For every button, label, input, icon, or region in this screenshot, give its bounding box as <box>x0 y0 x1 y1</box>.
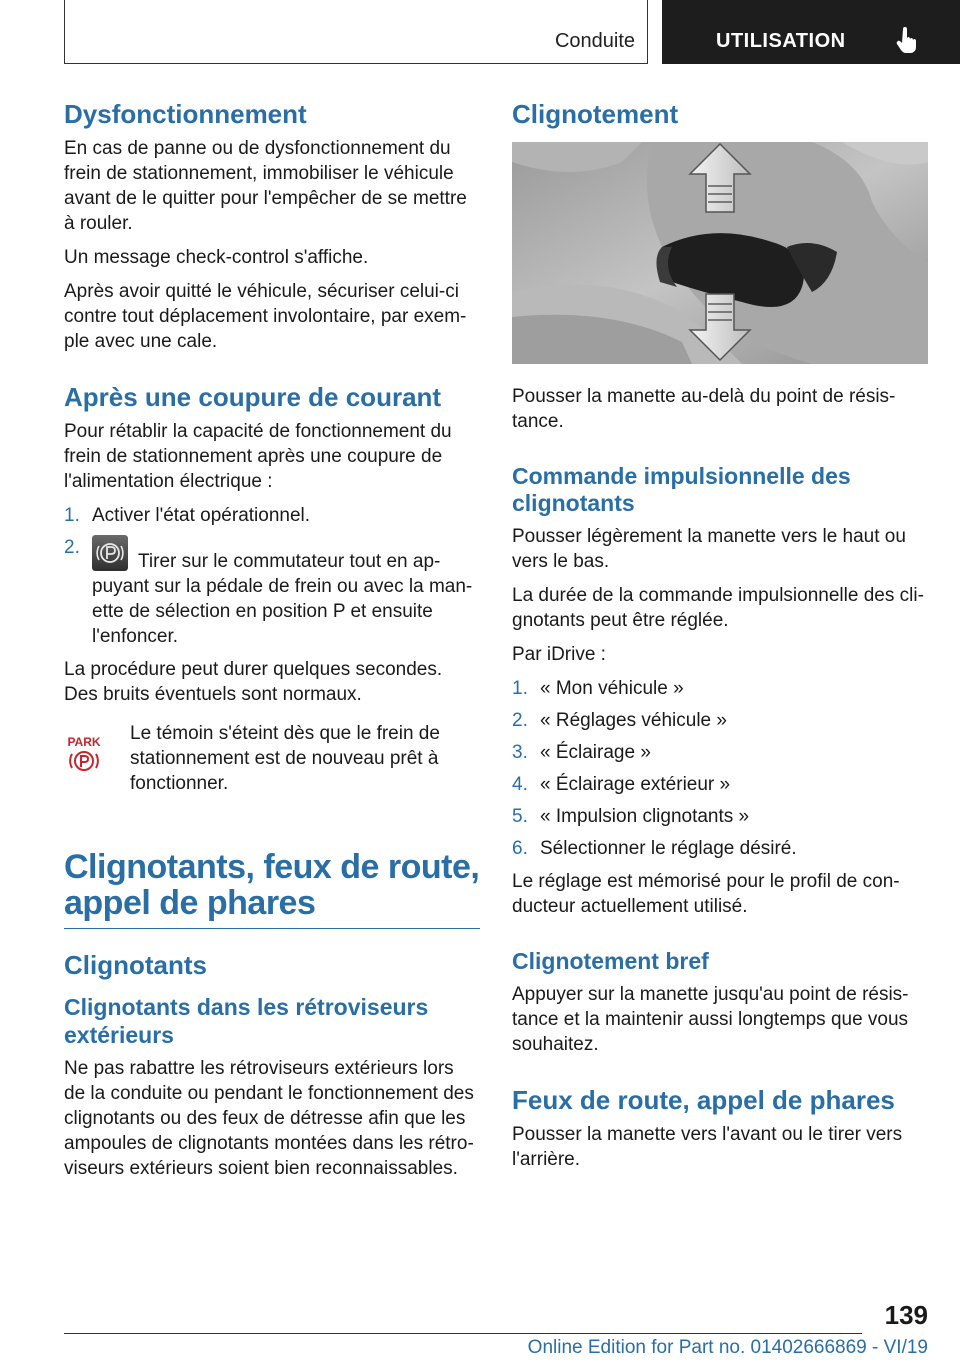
step-text: Activer l'état opérationnel. <box>92 504 311 526</box>
step-number: 1. <box>64 504 80 526</box>
paragraph: Pousser légèrement la manette vers le haut ou vers le bas. <box>512 526 906 573</box>
chapter-heading <box>64 849 480 929</box>
paragraph: Après avoir quitté le véhicule, sécuriser celui-ci contre tout déplacement involontaire, par exem‐ple avec une cale. <box>64 280 467 352</box>
step-text: « Impulsion clignotants » <box>540 806 750 828</box>
step-number: 4. <box>512 774 528 796</box>
section-title-power-cut: Après une coupure de courant <box>64 381 442 412</box>
list-item <box>64 535 480 649</box>
pointing-hand-icon <box>896 26 920 54</box>
subsection-title-bref: Clignotement bref <box>512 948 709 975</box>
step-number: 2. <box>512 710 528 732</box>
park-note-text: Le témoin s'éteint dès que le frein de stationnement est de nouveau prêt à fonctionner. <box>130 722 440 794</box>
section-title-clignotement: Clignotement <box>512 99 679 129</box>
step-text: « Réglages véhicule » <box>540 710 727 732</box>
paragraph: Pousser la manette au-delà du point de résis‐tance. <box>512 385 896 432</box>
park-label: PARK <box>67 734 101 749</box>
step-number: 5. <box>512 806 528 828</box>
step-text: Tirer sur le commutateur tout en ap‐puyant sur la pédale de frein ou avec la man‐ette de sélection en position P et ensuite l'enfoncer. <box>92 550 473 647</box>
park-indicator-note <box>64 721 480 805</box>
list-item <box>512 676 928 701</box>
paragraph: Pousser la manette vers l'avant ou le tirer vers l'arrière. <box>512 1123 903 1170</box>
left-column <box>64 100 480 1190</box>
footer-rule <box>64 1333 862 1334</box>
step-number: 3. <box>512 742 528 764</box>
paragraph: En cas de panne ou de dysfonctionnement du frein de stationnement, immobiliser le véhicule avant de le quitter pour l'empêcher de se mettre à rouler. <box>64 137 467 234</box>
step-text: « Mon véhicule » <box>540 678 684 700</box>
paragraph: La durée de la commande impulsionnelle des cli‐gnotants peut être réglée. <box>512 585 924 632</box>
list-item <box>512 836 928 861</box>
paragraph: Un message check-control s'affiche. <box>64 246 369 268</box>
turn-signal-stalk-image <box>512 142 928 364</box>
step-number: 2. <box>64 536 80 558</box>
park-warning-icon <box>64 721 130 805</box>
paragraph: Ne pas rabattre les rétroviseurs extérieurs lors de la conduite ou pendant le fonctionnement des clignotants ou des feux de détresse afin que les ampoules de clignotants montées dans les rétro‐viseurs extérieurs soient bien reconnaissables. <box>64 1057 474 1179</box>
list-item <box>512 708 928 733</box>
procedure-list <box>64 503 480 649</box>
idrive-steps-list <box>512 676 928 861</box>
paragraph: Pour rétablir la capacité de fonctionnement du frein de stationnement après une coupure de l'alimentation électrique : <box>64 420 452 492</box>
page-number: 139 <box>884 1300 928 1330</box>
chapter-label: Conduite <box>554 30 635 52</box>
section-title-clignotants: Clignotants <box>64 949 207 980</box>
subsection-title-retroviseurs: Clignotants dans les rétroviseurs extérieurs <box>64 994 429 1049</box>
step-text: « Éclairage extérieur » <box>540 774 731 796</box>
subsection-title-impulsion: Commande impulsionnelle des clignotants <box>512 462 851 517</box>
section-tab <box>662 0 960 64</box>
step-number: 6. <box>512 838 528 860</box>
edition-footer: Online Edition for Part no. 01402666869 - VI/19 <box>527 1337 928 1358</box>
paragraph: La procédure peut durer quelques secondes. Des bruits éventuels sont normaux. <box>64 658 443 705</box>
right-column <box>512 100 928 1181</box>
paragraph: Par iDrive : <box>512 644 606 666</box>
list-item <box>512 772 928 797</box>
paragraph: Le réglage est mémorisé pour le profil de con‐ducteur actuellement utilisé. <box>512 871 900 918</box>
step-text: « Éclairage » <box>540 742 651 764</box>
step-text: Sélectionner le réglage désiré. <box>540 838 797 860</box>
running-header <box>64 0 648 64</box>
list-item <box>512 804 928 829</box>
step-number: 1. <box>512 678 528 700</box>
section-title-dysfonctionnement: Dysfonctionnement <box>64 99 307 129</box>
paragraph: Appuyer sur la manette jusqu'au point de résis‐tance et la maintenir aussi longtemps que vous souhaitez. <box>512 983 909 1055</box>
chapter-title: Clignotants, feux de route, appel de phares <box>64 847 480 923</box>
section-label: UTILISATION <box>716 30 846 52</box>
list-item <box>64 503 480 528</box>
parking-brake-switch-icon <box>92 535 128 571</box>
section-title-feux-de-route: Feux de route, appel de phares <box>512 1084 895 1115</box>
list-item <box>512 740 928 765</box>
